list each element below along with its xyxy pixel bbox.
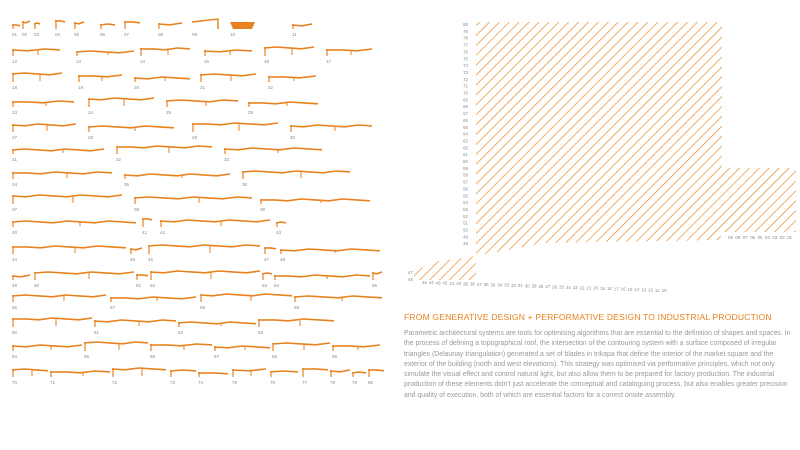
blade-label: 42 [160, 230, 166, 235]
plan-label: 02 [779, 235, 785, 240]
plan-label: 49 [463, 234, 468, 240]
blade-52 [150, 271, 260, 288]
plan-label: 33 [504, 282, 510, 288]
plan-label: 22 [579, 285, 585, 291]
blade-label: 45 [130, 257, 136, 262]
plan-label: 38 [469, 281, 475, 287]
plan-label: 13 [641, 287, 647, 293]
plan-label: 08 [735, 235, 741, 240]
roof-lower-strip [414, 256, 476, 280]
blade-14 [140, 48, 190, 64]
plan-label: 05 [757, 235, 763, 240]
plan-label: 04 [765, 235, 770, 240]
blade-label: 35 [124, 182, 130, 187]
blade-label: 33 [224, 157, 230, 162]
plan-label: 56 [463, 186, 468, 192]
blade-label: 40 [12, 230, 18, 235]
blade-label: 56 [12, 305, 18, 310]
section-body: Parametric architectural systems are tools for optimising algorithms that are essential to the definition of shapes and spaces. In the process of defining a topographical roof, the intersection of the contouring system with a surface composed of irregular triangles (Delaunay triangulation) generated a set of blades in trikapa that define the interior of the market square and the exterior of the building (north and west elevations). This strategy was optimised via performative principles, which not only simulate the visual effect and control natural light, but also allow them to be prepared for factory production. The industrial production of these elements didn't just accelerate the conceptual and cataloguing process, but also enables greater precision and quality of execution, both of which are essential factors for a correct onsite assembly. [404, 330, 791, 399]
blade-label: 59 [294, 305, 300, 310]
blade-label: 61 [94, 330, 100, 335]
plan-label: 27 [545, 284, 551, 290]
plan-label: 67 [463, 111, 468, 117]
plan-label: 50 [463, 227, 468, 233]
plan-label: 28 [538, 283, 544, 289]
blade-56 [12, 295, 106, 310]
plan-label: 32 [511, 282, 516, 288]
blade-25 [166, 100, 238, 115]
blade-23 [12, 101, 74, 115]
blade-05 [74, 22, 84, 37]
plan-label: 34 [497, 282, 503, 288]
blade-15 [204, 50, 252, 64]
blade-label: 53 [262, 283, 268, 288]
blade-42 [160, 220, 270, 235]
blade-57 [110, 297, 196, 310]
blade-label: 23 [12, 110, 18, 115]
blade-39 [260, 199, 370, 212]
blade-16 [264, 47, 314, 64]
blade-58 [200, 294, 292, 310]
plan-label: 47 [408, 270, 413, 275]
plan-label: 09 [728, 235, 733, 240]
plan-label: 03 [772, 235, 778, 240]
plan-label: 07 [742, 235, 748, 240]
blade-07 [124, 21, 140, 37]
blade-label: 21 [200, 85, 206, 90]
blade-label: 19 [78, 85, 84, 90]
plan-label: 19 [600, 285, 605, 291]
blade-17 [326, 49, 372, 64]
blade-62 [178, 322, 256, 335]
blade-label: 70 [12, 380, 18, 385]
blade-41 [142, 218, 152, 235]
blade-54 [274, 275, 370, 288]
blade-label: 03 [34, 32, 40, 37]
blade-30 [290, 125, 372, 140]
plan-label: 77 [463, 42, 468, 48]
plan-label: 75 [463, 56, 468, 62]
blade-label: 39 [260, 207, 266, 212]
blade-label: 02 [22, 32, 28, 37]
blade-label: 73 [170, 380, 176, 385]
blade-28 [88, 126, 174, 140]
blade-74 [198, 372, 228, 385]
plan-label: 69 [463, 97, 468, 103]
blade-33 [224, 148, 322, 162]
plan-label: 23 [572, 285, 578, 291]
blade-72 [112, 368, 166, 385]
blade-21 [200, 74, 256, 90]
blade-label: 30 [290, 135, 296, 140]
blade-label: 62 [178, 330, 184, 335]
section-heading: FROM GENERATIVE DESIGN + PERFORMATIVE DESIGN TO INDUSTRIAL PRODUCTION [404, 312, 772, 322]
blade-label: 18 [12, 85, 18, 90]
plan-label: 12 [648, 287, 653, 293]
blade-label: 60 [12, 330, 18, 335]
blade-26 [248, 102, 318, 115]
plan-label: 31 [517, 283, 523, 289]
blade-80 [368, 369, 384, 385]
blade-label: 76 [270, 380, 276, 385]
plan-label: 15 [627, 286, 633, 292]
blade-label: 49 [12, 283, 18, 288]
blade-label: 06 [100, 32, 106, 37]
blade-20 [134, 77, 190, 90]
blade-label: 75 [232, 380, 238, 385]
blade-06 [100, 24, 115, 37]
plan-label: 29 [531, 283, 537, 289]
plan-label: 44 [428, 280, 434, 286]
blade-12 [12, 49, 60, 64]
blade-34 [12, 172, 112, 187]
blade-label: 65 [84, 354, 90, 359]
blade-27 [12, 124, 76, 140]
blade-label: 27 [12, 135, 18, 140]
blade-label: 07 [124, 32, 130, 37]
blade-70 [12, 369, 48, 385]
plan-label: 61 [463, 152, 468, 158]
blade-76 [270, 371, 298, 385]
blade-03 [34, 23, 40, 37]
blade-13 [76, 51, 134, 64]
blade-24 [88, 98, 154, 115]
blade-label: 31 [12, 157, 18, 162]
plan-label: 65 [463, 124, 468, 130]
blade-label: 52 [150, 283, 156, 288]
blade-51 [136, 274, 148, 288]
blade-label: 25 [166, 110, 172, 115]
blade-label: 17 [326, 59, 332, 64]
blade-02 [22, 21, 30, 37]
plan-label: 51 [463, 220, 468, 226]
blade-label: 01 [12, 32, 18, 37]
blade-18 [12, 73, 62, 90]
blade-label: 36 [242, 182, 248, 187]
blade-60 [12, 318, 92, 335]
blade-77 [302, 368, 328, 385]
plan-label: 55 [463, 193, 468, 199]
plan-label: 59 [463, 165, 468, 171]
blade-73 [170, 370, 196, 385]
plan-label: 54 [463, 200, 468, 206]
blade-label: 22 [268, 85, 274, 90]
blade-08 [158, 23, 182, 37]
plan-label: 79 [463, 28, 468, 34]
plan-label: 63 [463, 138, 468, 144]
plan-label: 20 [593, 285, 599, 291]
blade-label: 63 [258, 330, 264, 335]
blade-label: 69 [332, 354, 338, 359]
plan-label: 66 [463, 117, 468, 123]
plan-label: 72 [463, 76, 468, 82]
blade-label: 13 [76, 59, 82, 64]
plan-label: 26 [552, 284, 558, 290]
blade-69 [332, 345, 380, 359]
blade-label: 15 [204, 59, 210, 64]
blade-label: 34 [12, 182, 18, 187]
blade-66 [150, 344, 212, 359]
blade-label: 37 [12, 207, 18, 212]
blade-35 [124, 174, 230, 187]
blade-label: 54 [274, 283, 280, 288]
blade-22 [268, 76, 316, 90]
plan-label: 30 [524, 283, 530, 289]
blade-label: 44 [12, 257, 18, 262]
blade-label: 05 [74, 32, 80, 37]
plan-label: 70 [463, 90, 468, 96]
blade-label: 20 [134, 85, 140, 90]
plan-label: 41 [449, 280, 455, 286]
blade-label: 12 [12, 59, 18, 64]
blade-53 [262, 273, 272, 288]
plan-label: 06 [750, 235, 756, 240]
blade-68 [272, 343, 330, 359]
blade-label: 74 [198, 380, 204, 385]
blade-label: 57 [110, 305, 116, 310]
blade-09 [192, 19, 218, 37]
plan-label: 24 [565, 284, 571, 290]
blade-label: 09 [192, 32, 198, 37]
plan-label: 48 [463, 241, 468, 247]
blade-55 [372, 272, 382, 288]
plan-label: 25 [559, 284, 564, 290]
blade-29 [192, 123, 278, 140]
blade-63 [258, 319, 334, 335]
blade-label: 28 [88, 135, 94, 140]
blade-label: 68 [272, 354, 278, 359]
blade-47 [264, 247, 276, 262]
blade-label: 51 [136, 283, 142, 288]
blade-59 [294, 296, 382, 310]
blade-label: 16 [264, 59, 270, 64]
blade-50 [34, 272, 134, 288]
blade-label: 43 [276, 230, 282, 235]
blade-64 [12, 345, 82, 359]
blade-36 [242, 171, 350, 187]
plan-label: 57 [463, 179, 468, 185]
blade-label: 55 [372, 283, 378, 288]
blade-19 [78, 75, 122, 90]
plan-label: 35 [490, 282, 496, 288]
blade-46 [148, 245, 260, 262]
blade-label: 47 [264, 257, 270, 262]
plan-label: 10 [661, 288, 667, 293]
blade-31 [12, 149, 104, 162]
blade-37 [12, 195, 122, 212]
roof-plan-diagram [404, 18, 796, 300]
plan-label: 71 [463, 83, 468, 89]
blade-75 [232, 369, 266, 385]
blade-label: 64 [12, 354, 18, 359]
blade-label: 04 [55, 32, 61, 37]
blade-38 [134, 197, 252, 212]
plan-label: 74 [463, 63, 468, 69]
blade-label: 41 [142, 230, 148, 235]
plan-label: 17 [613, 286, 619, 292]
blade-61 [94, 320, 176, 335]
description-block [404, 312, 796, 401]
plan-label: 21 [586, 285, 592, 291]
blade-label: 50 [34, 283, 40, 288]
blade-11 [292, 24, 312, 37]
blade-label: 72 [112, 380, 118, 385]
blade-label: 08 [158, 32, 164, 37]
blade-label: 26 [248, 110, 254, 115]
blade-label: 80 [368, 380, 374, 385]
blade-label: 24 [88, 110, 94, 115]
plan-label: 53 [463, 206, 468, 212]
plan-label: 39 [463, 281, 468, 287]
plan-label: 58 [463, 172, 468, 178]
blade-43 [276, 222, 286, 235]
plan-label: 45 [422, 280, 427, 285]
plan-label: 62 [463, 145, 468, 151]
blade-49 [12, 275, 30, 288]
blade-67 [214, 346, 270, 359]
plan-label: 64 [463, 131, 468, 137]
plan-label: 42 [442, 280, 448, 286]
plan-label: 52 [463, 213, 468, 219]
blade-32 [116, 146, 212, 162]
plan-label: 01 [787, 235, 793, 240]
plan-label: 60 [463, 159, 468, 164]
plan-label: 37 [476, 281, 482, 287]
blade-label: 66 [150, 354, 156, 359]
plan-label: 80 [463, 22, 468, 27]
blade-79 [352, 372, 366, 385]
plan-label: 36 [483, 282, 489, 288]
blade-label: 38 [134, 207, 140, 212]
blade-65 [84, 342, 148, 359]
blade-45 [130, 248, 142, 262]
plan-label: 16 [620, 286, 626, 292]
plan-label: 43 [435, 280, 441, 286]
blade-label: 32 [116, 157, 122, 162]
roof-hatched-area [476, 22, 796, 256]
plan-label: 18 [606, 286, 612, 292]
plan-label: 40 [456, 281, 462, 287]
plan-label: 46 [408, 277, 413, 282]
plan-label: 11 [654, 287, 660, 293]
plan-label: 68 [463, 104, 468, 110]
blade-label: 14 [140, 59, 146, 64]
blade-label: 79 [352, 380, 358, 385]
blade-40 [12, 221, 136, 235]
blade-label: 58 [200, 305, 206, 310]
blade-label: 11 [292, 32, 297, 37]
blade-catalog [0, 0, 392, 390]
blade-label: 29 [192, 135, 198, 140]
blade-48 [280, 249, 380, 262]
blade-label: 78 [330, 380, 336, 385]
plan-label: 76 [463, 49, 468, 55]
plan-label: 73 [463, 69, 468, 75]
blade-label: 10 [230, 32, 236, 37]
blade-71 [50, 371, 110, 385]
blade-10 [230, 22, 255, 37]
blade-04 [55, 20, 65, 37]
blade-label: 77 [302, 380, 308, 385]
plan-label: 14 [634, 287, 640, 293]
blade-78 [330, 370, 350, 385]
blade-01 [12, 24, 20, 37]
plan-label: 78 [463, 35, 468, 41]
blade-label: 46 [148, 257, 154, 262]
blade-44 [12, 246, 126, 262]
blade-label: 67 [214, 354, 220, 359]
blade-label: 71 [50, 380, 56, 385]
blade-label: 48 [280, 257, 286, 262]
